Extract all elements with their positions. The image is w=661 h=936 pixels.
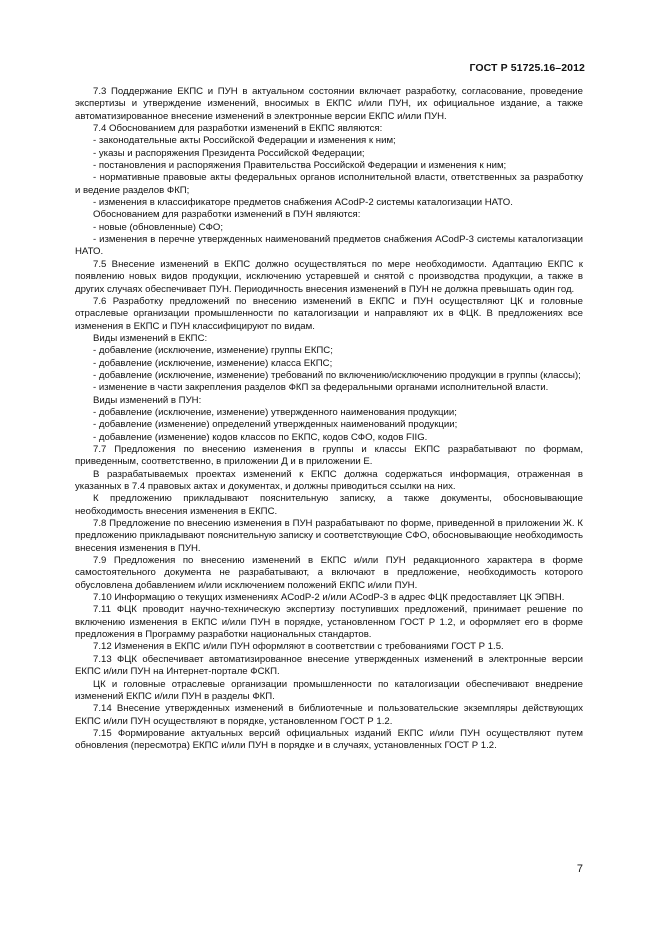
paragraph: 7.9 Предложения по внесению изменений в ЕКПС и/или ПУН редакционного характера в форме самостоятельного документа не разрабатывают, а включают в предложение, необходимость которого обусловлена добавлением и/или исключением положений ЕКПС и/или ПУН. bbox=[75, 555, 583, 591]
paragraph: 7.7 Предложения по внесению изменения в группы и классы ЕКПС разрабатывают по формам, приведенным, соответственно, в приложении Д и в приложении Е. bbox=[75, 443, 583, 468]
paragraph: К предложению прикладывают пояснительную записку, а также документы, обосновывающие необходимость внесения изменения в ЕКПС. bbox=[75, 493, 583, 517]
paragraph: - добавление (изменение) кодов классов по ЕКПС, кодов СФО, кодов FIIG. bbox=[93, 431, 428, 443]
document-body bbox=[75, 86, 583, 753]
paragraph: - добавление (исключение, изменение) группы ЕКПС; bbox=[93, 345, 333, 357]
paragraph: Виды изменений в ПУН: bbox=[93, 394, 202, 406]
paragraph: - изменения в классификаторе предметов снабжения ACodP-2 системы каталогизации НАТО. bbox=[93, 197, 513, 209]
paragraph: - постановления и распоряжения Правительства Российской Федерации и изменения к ним; bbox=[93, 160, 507, 172]
paragraph: Виды изменений в ЕКПС: bbox=[93, 332, 208, 344]
paragraph: Обоснованием для разработки изменений в ПУН являются: bbox=[93, 209, 361, 221]
paragraph: 7.13 ФЦК обеспечивает автоматизированное внесение утвержденных изменений в электронные версии ЕКПС и/или ПУН на Интернет-портале ФСКП. bbox=[75, 653, 583, 678]
paragraph: 7.11 ФЦК проводит научно-техническую экспертизу поступивших предложений, принимает решение по включению изменения в ЕКПС и/или ПУН в порядке, установленном ГОСТ Р 1.2, и оформляет его в форме предложения в Программу разработки национальных стандартов. bbox=[75, 604, 583, 641]
paragraph: - указы и распоряжения Президента Российской Федерации; bbox=[93, 147, 365, 159]
paragraph: - законодательные акты Российской Федерации и изменения к ним; bbox=[93, 135, 396, 147]
paragraph: 7.4 Обоснованием для разработки изменений в ЕКПС являются: bbox=[93, 123, 383, 135]
paragraph: - добавление (исключение, изменение) класса ЕКПС; bbox=[93, 357, 333, 369]
paragraph: ЦК и головные отраслевые организации промышленности по каталогизации обеспечивают внедрение изменений ЕКПС и/или ПУН в разделы ФКП. bbox=[75, 678, 583, 702]
paragraph: - нормативные правовые акты федеральных органов исполнительной власти, ответственных за разработку и ведение разделов ФКП; bbox=[75, 172, 583, 196]
page-number: 7 bbox=[576, 863, 583, 875]
paragraph: - добавление (изменение) определений утвержденных наименований продукции; bbox=[93, 419, 458, 431]
paragraph: 7.5 Внесение изменений в ЕКПС должно осуществляться по мере необходимости. Адаптацию ЕКПС к появлению новых видов продукции, исключению устаревшей и снятой с производства продукции, а также в других случаях обеспечивает ПУН. Периодичность внесения изменений в ПУН не должна превышать один год. bbox=[75, 258, 583, 295]
paragraph: - изменения в перечне утвержденных наименований предметов снабжения ACodP-3 системы каталогизации НАТО. bbox=[75, 234, 583, 258]
paragraph: 7.14 Внесение утвержденных изменений в библиотечные и пользовательские экземпляры действующих ЕКПС и/или ПУН осуществляют в порядке, установленном ГОСТ Р 1.2. bbox=[75, 703, 583, 727]
paragraph: - новые (обновленные) СФО; bbox=[93, 221, 223, 233]
paragraph: 7.8 Предложение по внесению изменения в ПУН разрабатывают по форме, приведенной в приложении Ж. К предложению прикладывают пояснительную записку и соответствующие СФО, обосновывающие необходимость внесения изменения в ПУН. bbox=[75, 518, 583, 554]
paragraph: 7.10 Информацию о текущих изменениях ACodP-2 и/или ACodP-3 в адрес ФЦК предоставляет ЦК ЭПВН. bbox=[93, 592, 565, 604]
paragraph: - добавление (исключение, изменение) требований по включению/исключению продукции в группы (классы); bbox=[93, 369, 581, 381]
paragraph: 7.6 Разработку предложений по внесению изменений в ЕКПС и ПУН осуществляют ЦК и головные отраслевые организации промышленности по каталогизации и направляют их в ФЦК. В предложениях все изменения в ЕКПС и ПУН классифицируют по видам. bbox=[75, 295, 583, 332]
paragraph: - добавление (исключение, изменение) утвержденного наименования продукции; bbox=[93, 406, 457, 418]
standard-code-header: ГОСТ Р 51725.16–2012 bbox=[469, 62, 585, 74]
paragraph: 7.3 Поддержание ЕКПС и ПУН в актуальном состоянии включает разработку, согласование, проведение экспертизы и утверждение изменений, вносимых в ЕКПС и/или ПУН, их официальное издание, а также автоматизированное внесение изменений в электронные версии ЕКПС и/или ПУН. bbox=[75, 86, 583, 122]
paragraph: - изменение в части закрепления разделов ФКП за федеральными органами исполнительной власти. bbox=[93, 382, 549, 394]
paragraph: 7.15 Формирование актуальных версий официальных изданий ЕКПС и/или ПУН осуществляют путем обновления (пересмотра) ЕКПС и/или ПУН в порядке и в случаях, установленных ГОСТ Р 1.2. bbox=[75, 727, 583, 752]
paragraph: В разрабатываемых проектах изменений к ЕКПС должна содержаться информация, отраженная в указанных в 7.4 правовых актах и документах, и должны приводиться ссылки на них. bbox=[75, 468, 583, 492]
paragraph: 7.12 Изменения в ЕКПС и/или ПУН оформляют в соответствии с требованиями ГОСТ Р 1.5. bbox=[93, 641, 504, 653]
